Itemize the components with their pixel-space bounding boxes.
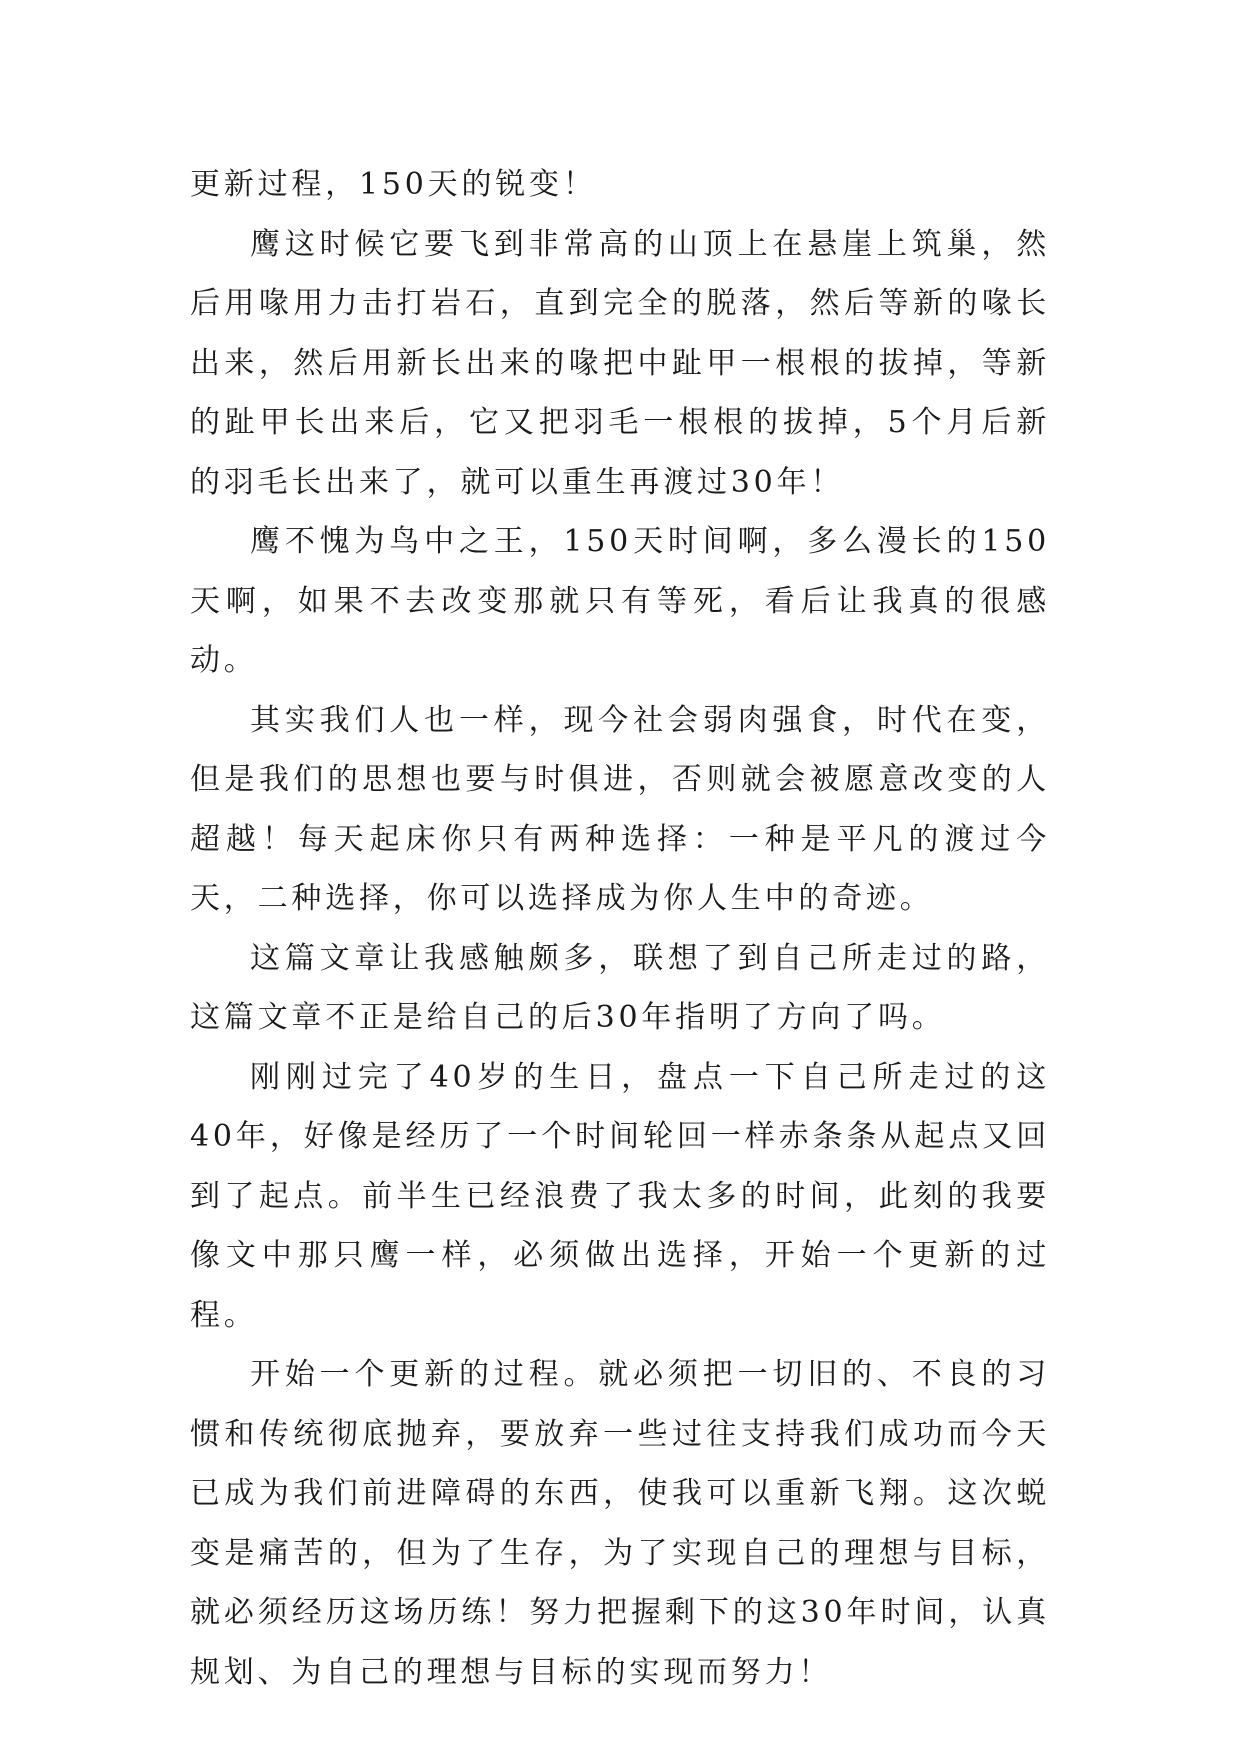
paragraph-king-of-birds: 鹰不愧为鸟中之王，150天时间啊，多么漫长的150天啊，如果不去改变那就只有等死，看后让我真的很感动。 — [190, 524, 1050, 678]
paragraph-continued: 更新过程，150天的锐变！ — [190, 167, 597, 202]
paragraph-people-too: 其实我们人也一样，现今社会弱肉强食，时代在变，但是我们的思想也要与时俱进，否则就会被愿意改变的人超越！每天起床你只有两种选择：一种是平凡的渡过今天，二种选择，你可以选择成为你人生中的奇迹。 — [190, 702, 1050, 916]
paragraph-reflection: 这篇文章让我感触颇多，联想了到自己所走过的路，这篇文章不正是给自己的后30年指明了方向了吗。 — [190, 940, 1050, 1035]
paragraph-eagle-rebirth: 鹰这时候它要飞到非常高的山顶上在悬崖上筑巢，然后用喙用力击打岩石，直到完全的脱落，然后等新的喙长出来，然后用新长出来的喙把中趾甲一根根的拔掉，等新的趾甲长出来后，它又把羽毛一根根的拔掉，5个月后新的羽毛长出来了，就可以重生再渡过30年！ — [190, 226, 1050, 500]
document-page — [190, 155, 1050, 1702]
paragraph-renewal-process: 开始一个更新的过程。就必须把一切旧的、不良的习惯和传统彻底抛弃，要放弃一些过往支持我们成功而今天已成为我们前进障碍的东西，使我可以重新飞翔。这次蜕变是痛苦的，但为了生存，为了实现自己的理想与目标，就必须经历这场历练！努力把握剩下的这30年时间，认真规划、为自己的理想与目标的实现而努力！ — [190, 1357, 1050, 1690]
paragraph-fortieth-birthday: 刚刚过完了40岁的生日，盘点一下自己所走过的这40年，好像是经历了一个时间轮回一样赤条条从起点又回到了起点。前半生已经浪费了我太多的时间，此刻的我要像文中那只鹰一样，必须做出选择，开始一个更新的过程。 — [190, 1059, 1050, 1333]
